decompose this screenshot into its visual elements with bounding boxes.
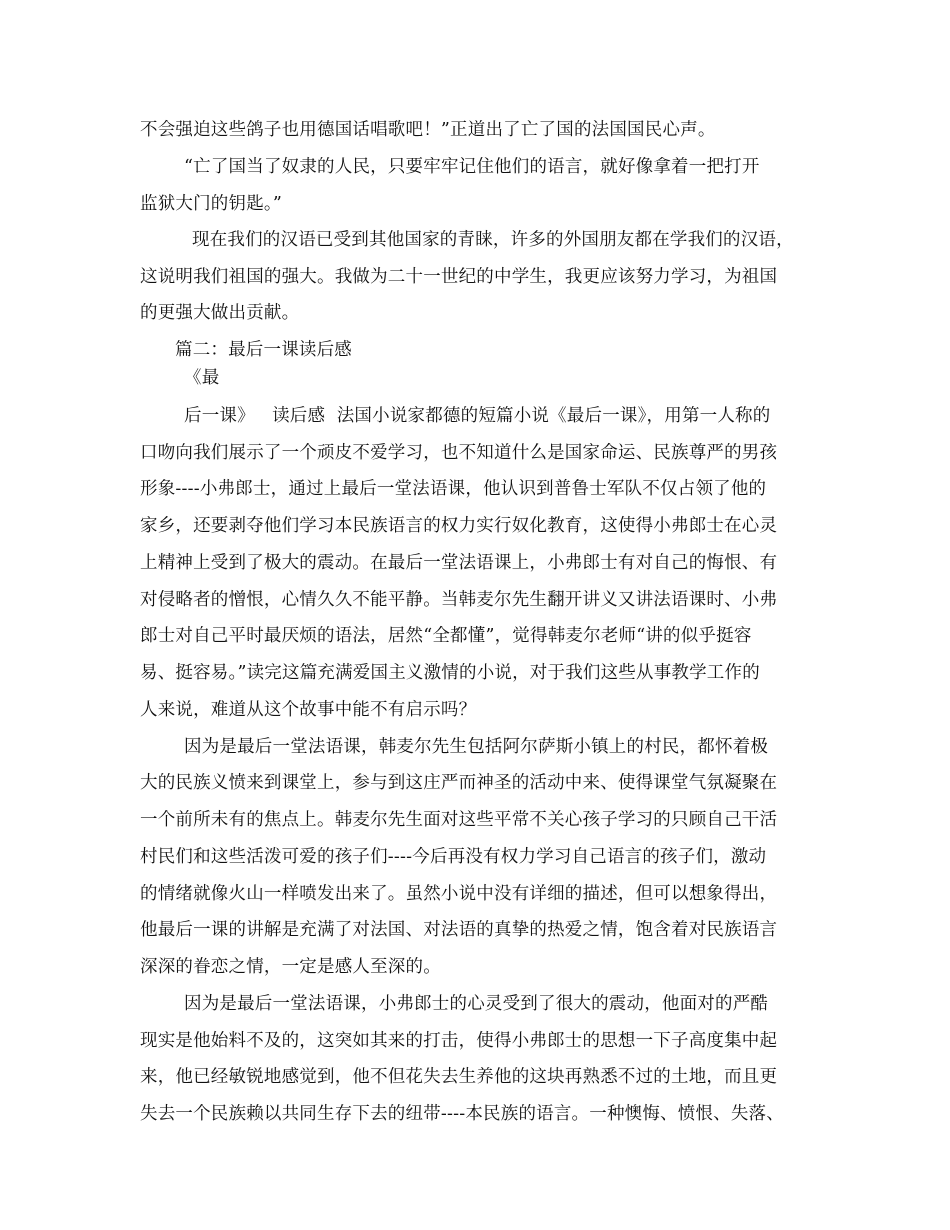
text-line: 的更强大做出贡献。 [140, 303, 300, 323]
text-line: 人来说，难道从这个故事中能不有启示吗？ [140, 700, 477, 720]
text-line: 易、挺容易。”读完这篇充满爱国主义激情的小说，对于我们这些从事教学工作的 [140, 663, 760, 683]
text-line: 对侵略者的憎恨，心情久久不能平静。当韩麦尔先生翻开讲义又讲法语课时、小弗 [140, 590, 778, 610]
text-line: 后一课》 读后感 法国小说家都德的短篇小说《最后一课》，用第一人称的 [184, 406, 771, 426]
text-line: 的情绪就像火山一样喷发出来了。虽然小说中没有详细的描述，但可以想象得出， [140, 884, 778, 904]
text-line: 因为是最后一堂法语课，小弗郎士的心灵受到了很大的震动，他面对的严酷 [184, 994, 769, 1014]
text-line: 因为是最后一堂法语课，韩麦尔先生包括阿尔萨斯小镇上的村民，都怀着极 [184, 737, 769, 757]
text-line: 口吻向我们展示了一个顽皮不爱学习，也不知道什么是国家命运、民族尊严的男孩 [140, 443, 778, 463]
text-line: 形象----小弗郎士，通过上最后一堂法语课，他认识到普鲁士军队不仅占领了他的 [140, 479, 767, 499]
text-line: 现实是他始料不及的，这突如其来的打击，使得小弗郎士的思想一下子高度集中起 [140, 1031, 778, 1051]
text-line: 不会强迫这些鸽子也用德国话唱歌吧！”正道出了亡了国的法国国民心声。 [140, 120, 716, 140]
text-line: 上精神上受到了极大的震动。在最后一堂法语课上，小弗郎士有对自己的悔恨、有 [140, 553, 778, 573]
text-line: 一个前所未有的焦点上。韩麦尔先生面对这些平常不关心孩子学习的只顾自己干活 [140, 810, 778, 830]
text-line: 郎士对自己平时最厌烦的语法，居然“全都懂”，觉得韩麦尔老师“讲的似乎挺容 [140, 626, 752, 646]
section-heading: 篇二：最后一课读后感 [175, 340, 352, 360]
text-line: 《最 [184, 368, 220, 388]
text-line: 家乡，还要剥夺他们学习本民族语言的权力实行奴化教育，这使得小弗郎士在心灵 [140, 516, 778, 536]
text-line: 来，他已经敏锐地感觉到，他不但花失去生养他的这块再熟悉不过的土地，而且更 [140, 1067, 778, 1087]
text-line: 现在我们的汉语已受到其他国家的青睐，许多的外国朋友都在学我们的汉语， [192, 230, 794, 250]
text-line: 他最后一课的讲解是充满了对法国、对法语的真挚的热爱之情，饱含着对民族语言 [140, 920, 778, 940]
text-line: 大的民族义愤来到课堂上，参与到这庄严而神圣的活动中来、使得课堂气氛凝聚在 [140, 773, 778, 793]
text-line: 失去一个民族赖以共同生存下去的纽带----本民族的语言。一种懊悔、愤恨、失落、 [140, 1104, 784, 1124]
text-line: “亡了国当了奴隶的人民，只要牢牢记住他们的语言，就好像拿着一把打开 [184, 157, 760, 177]
text-line: 这说明我们祖国的强大。我做为二十一世纪的中学生，我更应该努力学习，为祖国 [140, 267, 778, 287]
text-line: 深深的眷恋之情，一定是感人至深的。 [140, 957, 441, 977]
text-line: 村民们和这些活泼可爱的孩子们----今后再没有权力学习自己语言的孩子们，激动 [140, 847, 767, 867]
text-line: 监狱大门的钥匙。” [140, 194, 282, 214]
